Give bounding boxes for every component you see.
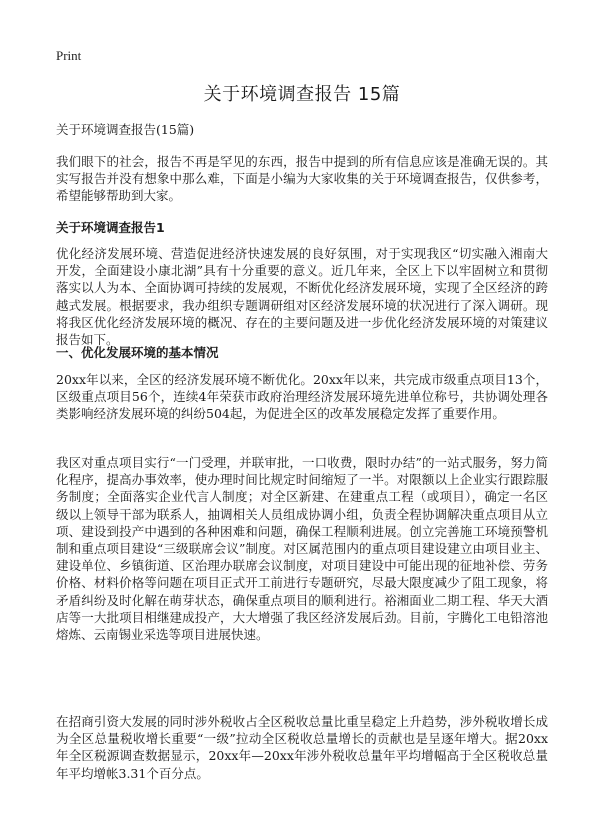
document-subtitle: 关于环境调查报告(15篇) xyxy=(56,122,195,137)
intro-paragraph: 我们眼下的社会，报告不再是罕见的东西，报告中提到的所有信息应该是准确无误的。其实写报告并没有想象中那么难，下面是小编为大家收集的关于环境调查报告，仅供参考，希望能够帮助到大家。 xyxy=(56,154,548,204)
paragraph-3: 我区对重点项目实行“一门受理，并联审批，一口收费，限时办结”的一站式服务，努力简化程序，提高办事效率，使办理时间比规定时间缩短了一半。对限额以上企业实行跟踪服务制度；全面落实企业代言人制度；对全区新建、在建重点工程（或项目），确定一名区级以上领导干部为联系人，抽调相关人员组成协调小组，负责全程协调解决重点项目从立项、建设到投产中遇到的各种困难和问题，确保工程顺利进展。创立完善施工环境预警机制和重点项目建设“三级联席会议”制度。对区属范围内的重点项目建设建立由项目业主、建设单位、乡镇街道、区治理办联席会议制度，对项目建设中可能出现的征地补偿、劳务价格、材料价格等问题在项目正式开工前进行专题研究，尽最大限度减少了阻工现象，将矛盾纠纷及时化解在萌芽状态，确保重点项目的顺利进行。裕湘面业二期工程、华天大酒店等一大批项目相继建成投产，大大增强了我区经济发展后劲。目前，宇腾化工电铅溶池熔炼、云南锡业采选等项目进展快速。 xyxy=(56,455,548,643)
subheading-basic-situation: 一、优化发展环境的基本情况 xyxy=(56,345,219,360)
print-link[interactable]: Print xyxy=(56,48,82,63)
paragraph-1: 优化经济发展环境、营造促进经济快速发展的良好氛围，对于实现我区“切实融入湘南大开发，全面建设小康北湖”具有十分重要的意义。近几年来，全区上下以牢固树立和贯彻落实以人为本、全面协调可持续的发展观，不断优化经济发展环境，实现了全区经济的跨越式发展。根据要求，我办组织专题调研组对区经济发展环境的状况进行了深入调研。现将我区优化经济发展环境的概况、存在的主要问题及进一步优化经济发展环境的对策建议报告如下。 xyxy=(56,246,548,348)
document-title: 关于环境调查报告 15篇 xyxy=(203,84,401,105)
section-heading: 关于环境调查报告1 xyxy=(56,220,165,235)
paragraph-4: 在招商引资大发展的同时涉外税收占全区税收总量比重呈稳定上升趋势，涉外税收增长成为全区总量税收增长重要“一级”拉动全区税收总量增长的贡献也是呈逐年增大。据20xx年全区税源调查数据显示，20xx年—20xx年涉外税收总量年平均增幅高于全区税收总量年平均增帐3.31个百分点。 xyxy=(56,714,548,781)
paragraph-2: 20xx年以来，全区的经济发展环境不断优化。20xx年以来，共完成市级重点项目13个，区级重点项目56个，连续4年荣获市政府治理经济发展环境先进单位称号，共协调处理各类影响经济发展环境的纠纷504起，为促进全区的改革发展稳定发挥了重要作用。 xyxy=(56,372,548,422)
